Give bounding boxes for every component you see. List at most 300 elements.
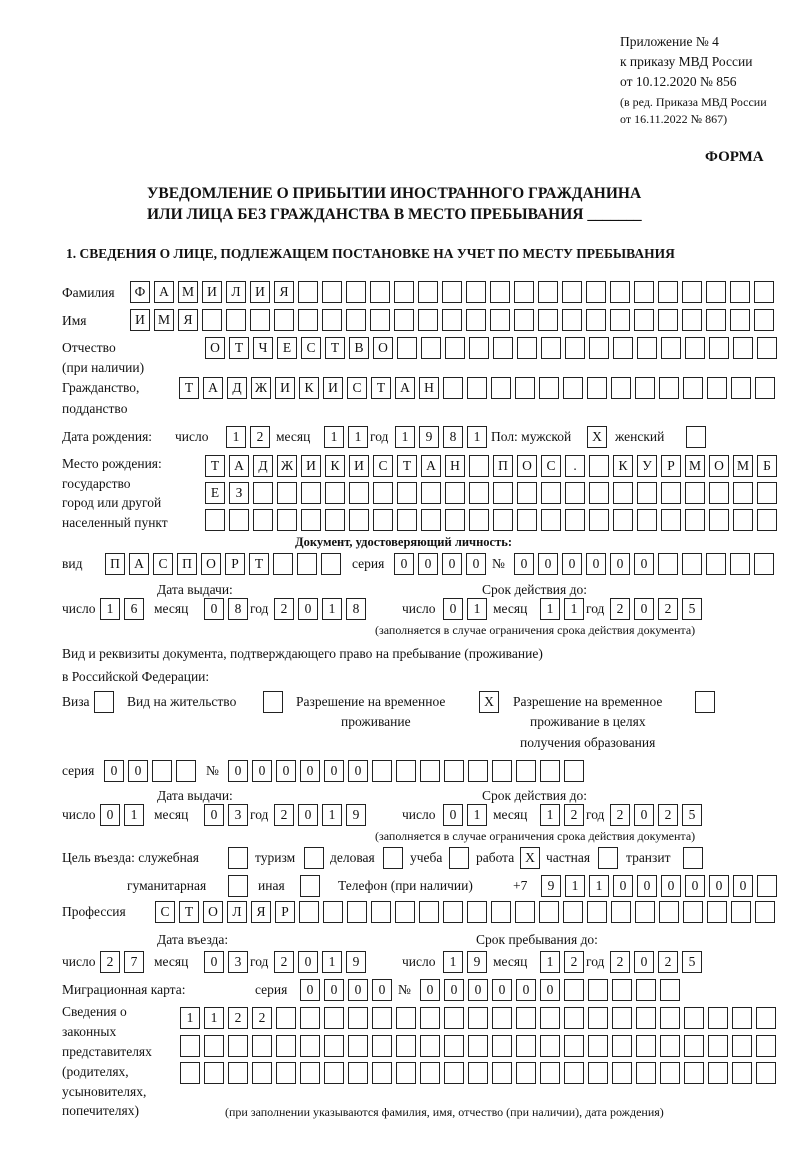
char-box[interactable] [658,553,678,575]
char-box[interactable] [253,509,273,531]
char-box[interactable]: 9 [467,951,487,973]
char-box[interactable]: 0 [228,760,248,782]
char-box[interactable] [635,377,655,399]
char-box[interactable] [588,1007,608,1029]
char-box[interactable] [252,1062,272,1084]
char-box[interactable] [229,509,249,531]
char-box[interactable]: 0 [443,804,463,826]
char-box[interactable]: 1 [348,426,368,448]
char-box[interactable] [661,509,681,531]
char-box[interactable]: 0 [394,553,414,575]
char-box[interactable] [442,281,462,303]
char-box[interactable]: М [685,455,705,477]
char-box[interactable] [445,337,465,359]
char-box[interactable]: 2 [658,598,678,620]
char-box[interactable]: 1 [540,951,560,973]
birth-month-field[interactable] [324,426,368,448]
char-box[interactable]: 5 [682,598,702,620]
char-box[interactable] [540,1062,560,1084]
char-box[interactable] [443,377,463,399]
char-box[interactable] [565,509,585,531]
char-box[interactable] [152,760,172,782]
char-box[interactable]: Р [275,901,295,923]
char-box[interactable]: 2 [252,1007,272,1029]
char-box[interactable] [323,901,343,923]
char-box[interactable] [731,377,751,399]
char-box[interactable]: 0 [418,553,438,575]
char-box[interactable] [514,309,534,331]
char-box[interactable]: Д [227,377,247,399]
residence-permit-checkbox[interactable] [263,691,283,713]
char-box[interactable] [661,482,681,504]
char-box[interactable] [613,337,633,359]
char-box[interactable] [588,979,608,1001]
phone-field[interactable] [541,875,777,897]
char-box[interactable] [610,309,630,331]
char-box[interactable] [755,377,775,399]
char-box[interactable] [709,509,729,531]
char-box[interactable] [372,1035,392,1057]
char-box[interactable] [730,553,750,575]
char-box[interactable] [421,337,441,359]
char-box[interactable] [562,281,582,303]
char-box[interactable] [321,553,341,575]
char-box[interactable] [637,482,657,504]
char-box[interactable] [490,309,510,331]
char-box[interactable]: 9 [346,804,366,826]
char-box[interactable]: О [201,553,221,575]
char-box[interactable] [421,482,441,504]
char-box[interactable] [372,1062,392,1084]
char-box[interactable] [517,337,537,359]
char-box[interactable]: 1 [124,804,144,826]
char-box[interactable]: З [229,482,249,504]
char-box[interactable]: С [347,377,367,399]
char-box[interactable] [443,901,463,923]
char-box[interactable]: 0 [444,979,464,1001]
surname-field[interactable] [130,281,774,303]
char-box[interactable] [370,309,390,331]
char-box[interactable] [757,482,777,504]
char-box[interactable]: 2 [274,804,294,826]
char-box[interactable]: П [177,553,197,575]
char-box[interactable]: . [565,455,585,477]
char-box[interactable]: 0 [661,875,681,897]
char-box[interactable] [685,337,705,359]
purpose-business-checkbox[interactable] [383,847,403,869]
stay-until-day-field[interactable] [443,951,487,973]
char-box[interactable] [349,482,369,504]
char-box[interactable] [708,1062,728,1084]
char-box[interactable] [564,1035,584,1057]
char-box[interactable] [636,1035,656,1057]
char-box[interactable]: Ч [253,337,273,359]
char-box[interactable] [684,1062,704,1084]
char-box[interactable] [564,979,584,1001]
char-box[interactable]: 1 [565,875,585,897]
char-box[interactable] [300,1035,320,1057]
char-box[interactable] [228,1062,248,1084]
char-box[interactable] [322,309,342,331]
char-box[interactable]: 0 [420,979,440,1001]
char-box[interactable]: Т [179,901,199,923]
char-box[interactable] [587,377,607,399]
char-box[interactable] [658,281,678,303]
char-box[interactable]: 0 [276,760,296,782]
char-box[interactable]: 1 [589,875,609,897]
char-box[interactable] [682,553,702,575]
char-box[interactable] [468,1062,488,1084]
purpose-private-checkbox[interactable] [598,847,618,869]
char-box[interactable] [444,760,464,782]
char-box[interactable] [347,901,367,923]
char-box[interactable]: 0 [634,804,654,826]
char-box[interactable]: 1 [324,426,344,448]
reps-field-3[interactable] [180,1062,776,1084]
char-box[interactable] [444,1007,464,1029]
purpose-tourism-checkbox[interactable] [304,847,324,869]
char-box[interactable]: 6 [124,598,144,620]
char-box[interactable] [611,377,631,399]
char-box[interactable] [298,281,318,303]
char-box[interactable]: 0 [685,875,705,897]
char-box[interactable] [297,553,317,575]
char-box[interactable] [420,1035,440,1057]
char-box[interactable] [250,309,270,331]
char-box[interactable] [444,1035,464,1057]
sex-female-checkbox[interactable] [686,426,706,448]
char-box[interactable] [732,1035,752,1057]
char-box[interactable]: С [373,455,393,477]
char-box[interactable] [204,1062,224,1084]
char-box[interactable]: 1 [100,598,120,620]
entry-year-field[interactable] [274,951,366,973]
char-box[interactable] [442,309,462,331]
char-box[interactable]: 0 [492,979,512,1001]
char-box[interactable] [563,377,583,399]
char-box[interactable] [325,482,345,504]
char-box[interactable] [706,281,726,303]
char-box[interactable]: 8 [346,598,366,620]
char-box[interactable]: Т [371,377,391,399]
char-box[interactable] [467,901,487,923]
char-box[interactable] [492,1035,512,1057]
char-box[interactable] [493,509,513,531]
char-box[interactable]: Т [325,337,345,359]
char-box[interactable]: 1 [467,426,487,448]
char-box[interactable] [733,509,753,531]
id-valid-year-field[interactable] [610,598,702,620]
char-box[interactable] [708,1035,728,1057]
char-box[interactable]: 0 [540,979,560,1001]
char-box[interactable]: 2 [274,951,294,973]
char-box[interactable]: Т [205,455,225,477]
char-box[interactable]: Т [397,455,417,477]
profession-field[interactable] [155,901,775,923]
char-box[interactable]: 0 [204,951,224,973]
char-box[interactable] [273,553,293,575]
char-box[interactable] [228,1035,248,1057]
char-box[interactable] [325,509,345,531]
char-box[interactable] [300,1007,320,1029]
char-box[interactable]: Т [179,377,199,399]
char-box[interactable]: X [587,426,607,448]
char-box[interactable]: 2 [658,951,678,973]
purpose-other-checkbox[interactable] [300,875,320,897]
stay-until-month-field[interactable] [540,951,584,973]
char-box[interactable]: Р [225,553,245,575]
char-box[interactable]: 0 [634,951,654,973]
char-box[interactable] [490,281,510,303]
char-box[interactable] [516,1035,536,1057]
char-box[interactable]: 0 [324,760,344,782]
char-box[interactable]: И [250,281,270,303]
id-issue-month-field[interactable] [204,598,248,620]
char-box[interactable]: М [733,455,753,477]
char-box[interactable] [516,1062,536,1084]
char-box[interactable]: 2 [564,804,584,826]
char-box[interactable] [449,847,469,869]
char-box[interactable] [732,1007,752,1029]
purpose-humanitarian-checkbox[interactable] [228,875,248,897]
char-box[interactable]: 1 [540,804,560,826]
char-box[interactable]: 8 [228,598,248,620]
char-box[interactable]: 1 [564,598,584,620]
char-box[interactable]: 9 [346,951,366,973]
char-box[interactable] [444,1062,464,1084]
char-box[interactable] [562,309,582,331]
purpose-work-checkbox[interactable] [520,847,540,869]
char-box[interactable]: А [203,377,223,399]
char-box[interactable]: Н [419,377,439,399]
char-box[interactable] [613,509,633,531]
char-box[interactable] [492,1007,512,1029]
char-box[interactable] [685,482,705,504]
char-box[interactable] [300,1062,320,1084]
char-box[interactable] [514,281,534,303]
char-box[interactable] [468,1007,488,1029]
char-box[interactable] [588,1062,608,1084]
char-box[interactable] [263,691,283,713]
char-box[interactable] [634,309,654,331]
char-box[interactable]: 2 [610,598,630,620]
trp-checkbox[interactable] [479,691,499,713]
char-box[interactable] [228,875,248,897]
char-box[interactable]: Р [661,455,681,477]
char-box[interactable]: 2 [610,804,630,826]
char-box[interactable] [612,1062,632,1084]
char-box[interactable]: 9 [541,875,561,897]
char-box[interactable] [732,1062,752,1084]
char-box[interactable] [300,875,320,897]
char-box[interactable]: Ж [277,455,297,477]
char-box[interactable] [637,509,657,531]
char-box[interactable] [346,281,366,303]
char-box[interactable] [418,309,438,331]
char-box[interactable]: 0 [298,598,318,620]
char-box[interactable]: У [637,455,657,477]
char-box[interactable] [515,377,535,399]
char-box[interactable] [695,691,715,713]
char-box[interactable]: 0 [613,875,633,897]
char-box[interactable] [682,309,702,331]
char-box[interactable]: 1 [443,951,463,973]
char-box[interactable] [467,377,487,399]
char-box[interactable]: 1 [467,804,487,826]
char-box[interactable]: И [275,377,295,399]
migration-number-field[interactable] [420,979,680,1001]
char-box[interactable]: 0 [298,951,318,973]
char-box[interactable]: 0 [204,804,224,826]
char-box[interactable]: 0 [637,875,657,897]
char-box[interactable] [564,760,584,782]
char-box[interactable] [686,426,706,448]
char-box[interactable]: 1 [322,598,342,620]
char-box[interactable]: А [421,455,441,477]
char-box[interactable] [660,1035,680,1057]
char-box[interactable]: 5 [682,804,702,826]
purpose-study-checkbox[interactable] [449,847,469,869]
char-box[interactable] [709,482,729,504]
char-box[interactable] [683,901,703,923]
char-box[interactable]: Я [178,309,198,331]
char-box[interactable] [348,1007,368,1029]
char-box[interactable] [612,979,632,1001]
birth-place-field-3[interactable] [205,509,777,531]
char-box[interactable]: И [323,377,343,399]
birth-place-field-1[interactable] [205,455,777,477]
char-box[interactable] [469,455,489,477]
char-box[interactable] [637,337,657,359]
char-box[interactable] [301,509,321,531]
char-box[interactable]: П [105,553,125,575]
char-box[interactable] [493,337,513,359]
char-box[interactable]: 1 [540,598,560,620]
char-box[interactable] [636,1007,656,1029]
char-box[interactable] [683,847,703,869]
char-box[interactable]: 2 [228,1007,248,1029]
char-box[interactable] [299,901,319,923]
char-box[interactable] [517,482,537,504]
char-box[interactable]: К [613,455,633,477]
char-box[interactable]: 2 [610,951,630,973]
char-box[interactable] [589,509,609,531]
char-box[interactable] [274,309,294,331]
char-box[interactable] [516,760,536,782]
char-box[interactable] [396,1007,416,1029]
id-doc-number-field[interactable] [514,553,774,575]
char-box[interactable] [707,377,727,399]
char-box[interactable] [660,979,680,1001]
char-box[interactable] [228,847,248,869]
char-box[interactable]: X [479,691,499,713]
char-box[interactable] [204,1035,224,1057]
char-box[interactable] [660,1007,680,1029]
char-box[interactable] [756,1007,776,1029]
char-box[interactable] [706,309,726,331]
char-box[interactable] [683,377,703,399]
char-box[interactable]: 0 [100,804,120,826]
char-box[interactable] [733,482,753,504]
char-box[interactable]: Д [253,455,273,477]
char-box[interactable]: 0 [468,979,488,1001]
char-box[interactable] [684,1035,704,1057]
char-box[interactable] [348,1062,368,1084]
char-box[interactable] [659,377,679,399]
id-valid-month-field[interactable] [540,598,584,620]
char-box[interactable]: 1 [395,426,415,448]
char-box[interactable] [469,509,489,531]
char-box[interactable] [349,509,369,531]
char-box[interactable] [394,309,414,331]
char-box[interactable]: В [349,337,369,359]
char-box[interactable] [589,455,609,477]
stay-doc-series-field[interactable] [104,760,196,782]
char-box[interactable]: И [202,281,222,303]
char-box[interactable]: 3 [228,951,248,973]
char-box[interactable]: 3 [228,804,248,826]
char-box[interactable]: А [154,281,174,303]
char-box[interactable]: Н [445,455,465,477]
char-box[interactable]: 0 [128,760,148,782]
char-box[interactable]: И [130,309,150,331]
patronymic-field[interactable] [205,337,777,359]
char-box[interactable] [491,901,511,923]
char-box[interactable] [757,509,777,531]
reps-field-2[interactable] [180,1035,776,1057]
id-issue-day-field[interactable] [100,598,144,620]
char-box[interactable]: О [205,337,225,359]
char-box[interactable] [370,281,390,303]
char-box[interactable] [301,482,321,504]
char-box[interactable] [394,281,414,303]
char-box[interactable] [586,281,606,303]
char-box[interactable] [682,281,702,303]
char-box[interactable]: О [203,901,223,923]
char-box[interactable] [538,281,558,303]
char-box[interactable] [493,482,513,504]
char-box[interactable]: Т [249,553,269,575]
char-box[interactable] [419,901,439,923]
char-box[interactable]: 1 [180,1007,200,1029]
stay-doc-number-field[interactable] [228,760,584,782]
char-box[interactable]: X [520,847,540,869]
stay-issue-month-field[interactable] [204,804,248,826]
char-box[interactable] [492,1062,512,1084]
char-box[interactable]: 1 [204,1007,224,1029]
char-box[interactable]: 1 [467,598,487,620]
char-box[interactable]: 1 [322,804,342,826]
char-box[interactable]: 0 [104,760,124,782]
char-box[interactable] [383,847,403,869]
char-box[interactable]: 0 [610,553,630,575]
char-box[interactable] [466,281,486,303]
char-box[interactable]: 7 [124,951,144,973]
char-box[interactable] [612,1007,632,1029]
visa-checkbox[interactable] [94,691,114,713]
char-box[interactable] [469,337,489,359]
char-box[interactable] [373,509,393,531]
char-box[interactable]: А [395,377,415,399]
char-box[interactable]: М [178,281,198,303]
char-box[interactable]: 0 [586,553,606,575]
char-box[interactable] [420,760,440,782]
char-box[interactable] [755,901,775,923]
char-box[interactable]: 0 [300,979,320,1001]
char-box[interactable] [706,553,726,575]
sex-male-checkbox[interactable] [587,426,607,448]
char-box[interactable] [397,482,417,504]
